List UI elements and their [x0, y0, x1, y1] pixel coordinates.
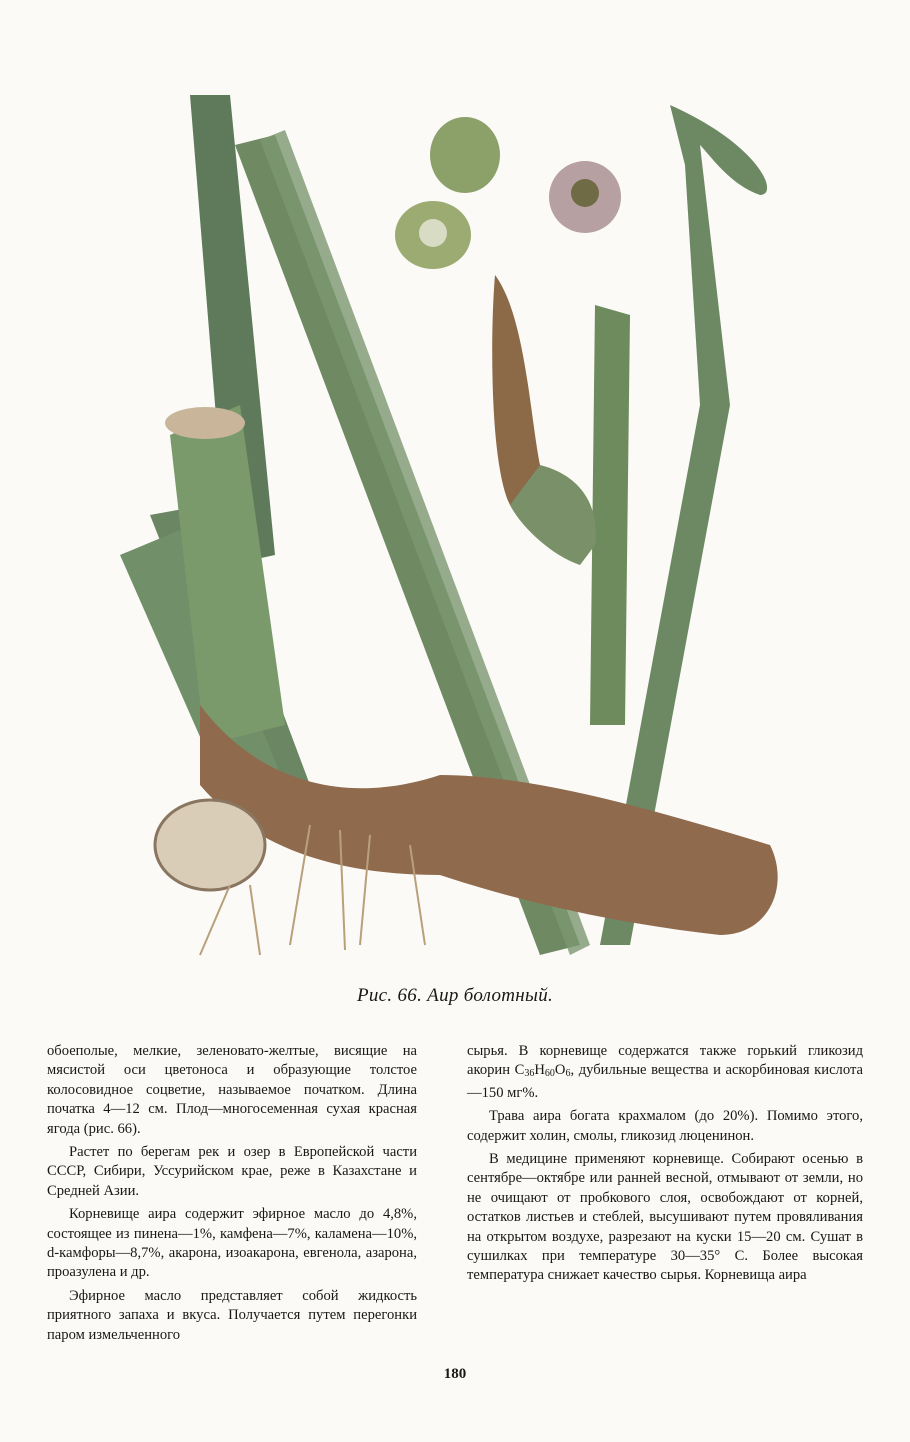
text-column-right	[467, 1042, 863, 1290]
stem-cross-section	[165, 407, 245, 439]
paragraph-text: сырья. В корневище содержатся также горький гликозид акорин C	[467, 1043, 863, 1079]
text-column-left	[47, 1042, 417, 1349]
paragraph-text: , дубильные вещества и аскорбиновая кислота—150 мг%.	[467, 1062, 863, 1101]
paragraph: Растет по берегам рек и озер в Европейской части СССР, Сибири, Уссурийском крае, реже в Казахстане и Средней Азии.	[47, 1144, 417, 1199]
fruit-cross-section-core	[419, 219, 447, 247]
paragraph: Эфирное масло представляет собой жидкость приятного запаха и вкуса. Получается путем перегонки паром измельченного	[47, 1287, 417, 1343]
paragraph	[467, 1042, 863, 1103]
formula-subscript: 36	[524, 1068, 535, 1080]
paragraph: В медицине применяют корневище. Собирают осенью в сентябре—октябре или ранней весной, отмывают от земли, но не очищают от пробкового слоя, освобождают от корней, остатков листьев и стеблей, высушивают путем провяливания на открытом воздухе, разрезают на куски 15—20 см. Сушат в сушилках при температуре 30—35° С. Более высокая температура снижает качество сырья. Корневища аира	[467, 1151, 863, 1284]
formula-element: H	[534, 1062, 545, 1079]
formula-subscript: 6	[565, 1068, 571, 1080]
page-number: 180	[443, 1366, 467, 1382]
fruit-detail	[430, 117, 500, 193]
flower-stalk	[590, 305, 630, 725]
paragraph: Корневище аира содержит эфирное масло до 4,8%, состоящее из пинена—1%, камфена—7%, каламена—10%, d-камфоры—8,7%, акарона, изоакарона, евгенола, азарона, проазулена и др.	[47, 1206, 417, 1281]
paragraph: обоеполые, мелкие, зеленовато-желтые, висящие на мясистой оси цветоноса и образующие толстое колосовидное соцветие, называемое початком. Длина початка 4—12 см. Плод—многосеменная сухая красная ягода (рис. 66).	[47, 1043, 417, 1137]
formula-subscript: 60	[544, 1068, 555, 1080]
paragraph: Трава аира богата крахмалом (до 20%). Помимо этого, содержит холин, смолы, гликозид люценинон.	[467, 1108, 863, 1144]
figure-caption: Рис. 66. Аир болотный.	[356, 985, 554, 1006]
formula-element: O	[554, 1062, 566, 1079]
calamus-drawing	[110, 85, 800, 965]
flower-detail-center	[571, 179, 599, 207]
rhizome-cross-section	[155, 800, 265, 890]
plant-illustration	[110, 85, 800, 965]
